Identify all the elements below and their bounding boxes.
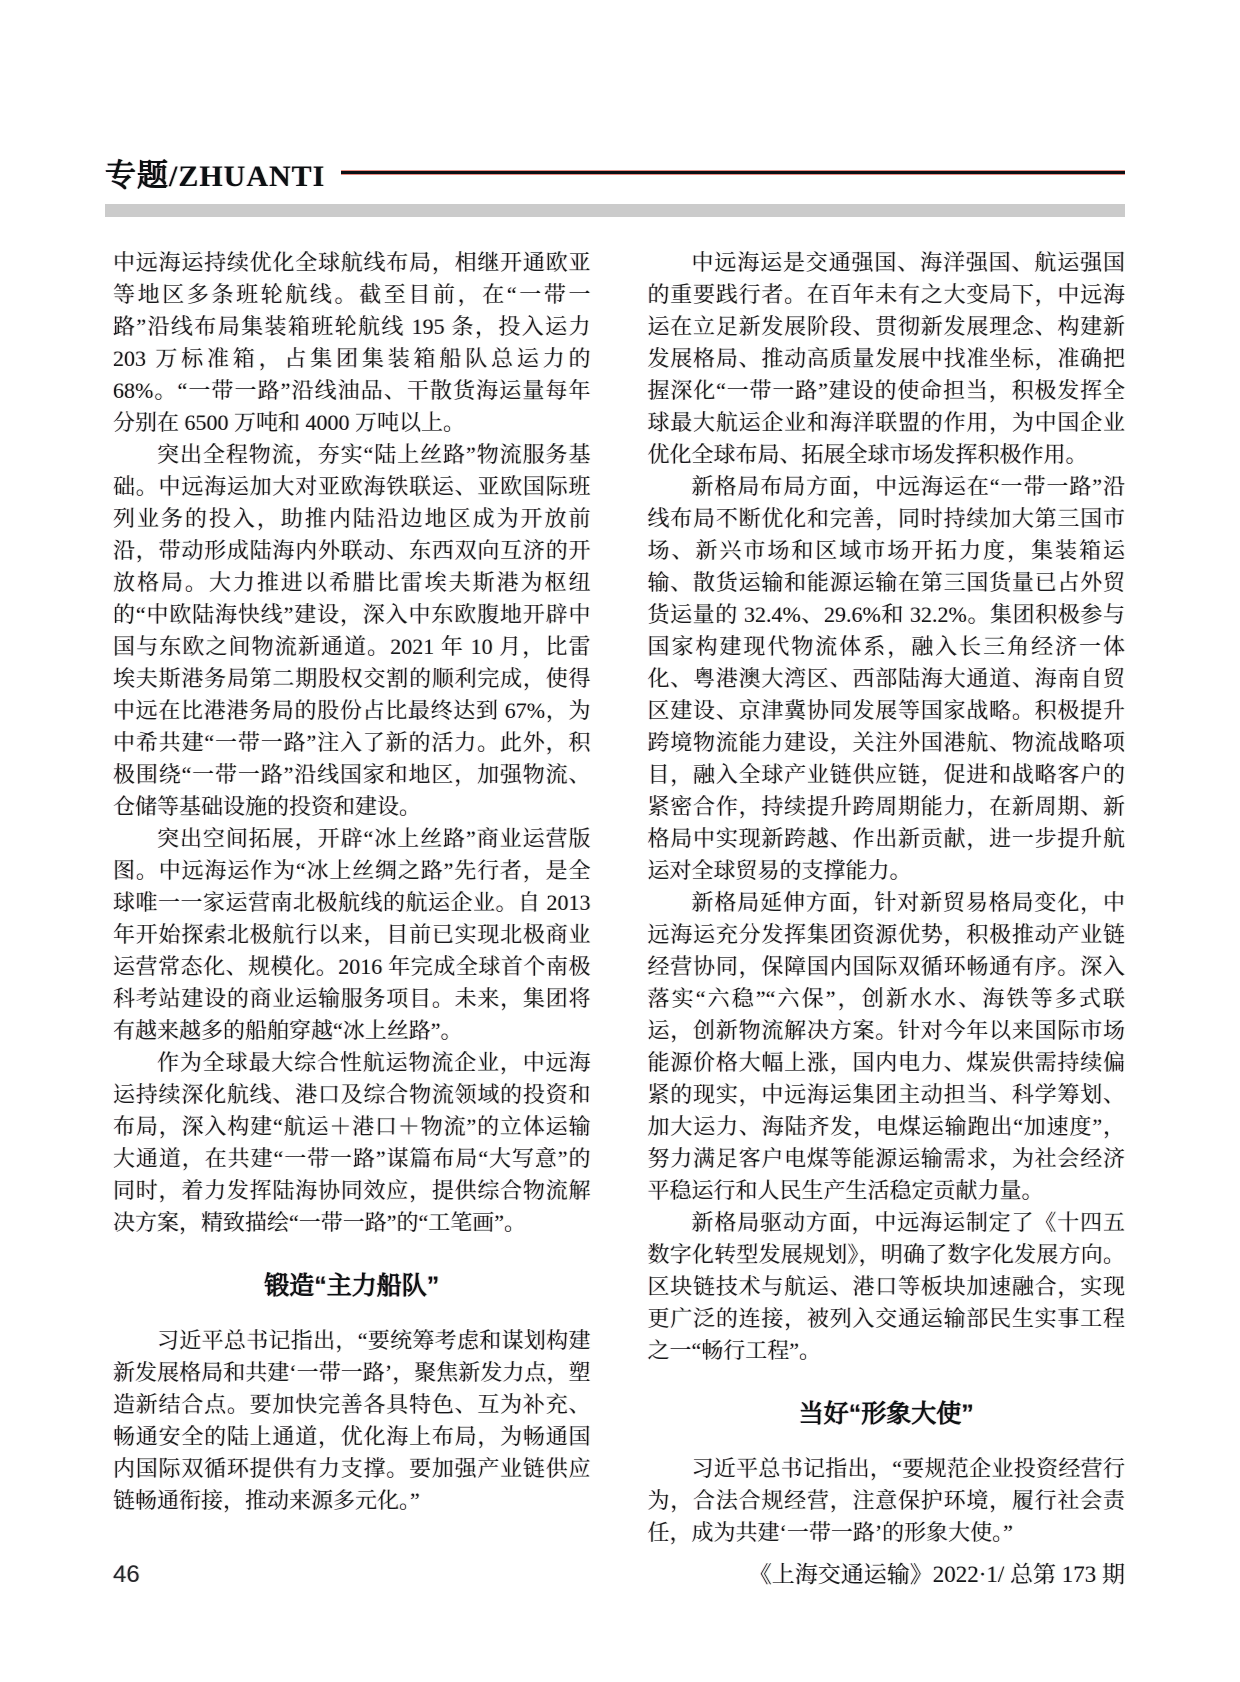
header-gray-bar xyxy=(105,204,1125,217)
paragraph: 习近平总书记指出，“要统筹考虑和谋划构建新发展格局和共建‘一带一路’，聚焦新发力点，塑造新结合点。要加快完善各具特色、互为补充、畅通安全的陆上通道，优化海上布局，为畅通国内国际双循环提供有力支撑。要加强产业链供应链畅通衔接，推动来源多元化。” xyxy=(113,1328,591,1513)
section-heading: 锻造“主力船队” xyxy=(264,1272,440,1300)
masthead-cn: 专题 xyxy=(105,158,169,193)
page-header xyxy=(105,150,1125,217)
paragraph: 习近平总书记指出，“要规范企业投资经营行为，合法合规经营，注意保护环境，履行社会责任，成为共建‘一带一路’的形象大使。” xyxy=(647,1456,1125,1545)
paragraph: 突出全程物流，夯实“陆上丝路”物流服务基础。中远海运加大对亚欧海铁联运、亚欧国际班列业务的投入，助推内陆沿边地区成为开放前沿，带动形成陆海内外联动、东西双向互济的开放格局。大力推进以希腊比雷埃夫斯港为枢纽的“中欧陆海快线”建设，深入中东欧腹地开辟中国与东欧之间物流新通道。2021 年 10 月，比雷埃夫斯港务局第二期股权交割的顺利完成，使得中远在比港港务局的股份占比最终达到 67%，为中希共建“一带一路”注入了新的活力。此外，积极围绕“一带一路”沿线国家和地区，加强物流、仓储等基础设施的投资和建设。 xyxy=(113,442,591,819)
left-column xyxy=(113,247,591,1549)
paragraph: 作为全球最大综合性航运物流企业，中远海运持续深化航线、港口及综合物流领域的投资和布局，深入构建“航运＋港口＋物流”的立体运输大通道，在共建“一带一路”谋篇布局“大写意”的同时，着力发挥陆海协同效应，提供综合物流解决方案，精致描绘“一带一路”的“工笔画”。 xyxy=(113,1050,591,1235)
paragraph: 新格局延伸方面，针对新贸易格局变化，中远海运充分发挥集团资源优势，积极推动产业链经营协同，保障国内国际双循环畅通有序。深入落实“六稳”“六保”，创新水水、海铁等多式联运，创新物流解决方案。针对今年以来国际市场能源价格大幅上涨，国内电力、煤炭供需持续偏紧的现实，中远海运集团主动担当、科学筹划、加大运力、海陆齐发，电煤运输跑出“加速度”，努力满足客户电煤等能源运输需求，为社会经济平稳运行和人民生产生活稳定贡献力量。 xyxy=(647,890,1125,1203)
paragraph: 新格局驱动方面，中远海运制定了《十四五数字化转型发展规划》，明确了数字化发展方向。区块链技术与航运、港口等板块加速融合，实现更广泛的连接，被列入交通运输部民生实事工程之一“畅行工程”。 xyxy=(647,1210,1125,1363)
masthead-en: /ZHUANTI xyxy=(169,160,326,193)
paragraph: 中远海运是交通强国、海洋强国、航运强国的重要践行者。在百年未有之大变局下，中远海运在立足新发展阶段、贯彻新发展理念、构建新发展格局、推动高质量发展中找准坐标，准确把握深化“一带一路”建设的使命担当，积极发挥全球最大航运企业和海洋联盟的作用，为中国企业优化全球布局、拓展全球市场发挥积极作用。 xyxy=(647,250,1125,467)
paragraph: 突出空间拓展，开辟“冰上丝路”商业运营版图。中远海运作为“冰上丝绸之路”先行者，是全球唯一一家运营南北极航线的航运企业。自 2013 年开始探索北极航行以来，目前已实现北极商业运营常态化、规模化。2016 年完成全球首个南极科考站建设的商业运输服务项目。未来，集团将有越来越多的船舶穿越“冰上丝路”。 xyxy=(113,826,591,1043)
paragraph: 中远海运持续优化全球航线布局，相继开通欧亚等地区多条班轮航线。截至目前，在“一带一路”沿线布局集装箱班轮航线 195 条，投入运力 203 万标准箱，占集团集装箱船队总运力的 68%。“一带一路”沿线油品、干散货海运量每年分别在 6500 万吨和 4000 万吨以上。 xyxy=(113,250,591,435)
journal-issue-info: 《上海交通运输》2022·1/ 总第 173 期 xyxy=(748,1562,1125,1587)
right-column xyxy=(648,247,1126,1549)
page-number: 46 xyxy=(113,1561,140,1588)
section-heading: 当好“形象大使” xyxy=(798,1400,974,1428)
header-rule xyxy=(341,170,1125,175)
article-body xyxy=(113,247,1125,1549)
page-footer xyxy=(113,1556,1125,1589)
paragraph: 新格局布局方面，中远海运在“一带一路”沿线布局不断优化和完善，同时持续加大第三国市场、新兴市场和区域市场开拓力度，集装箱运输、散货运输和能源运输在第三国货量已占外贸货运量的 32.4%、29.6%和 32.2%。集团积极参与国家构建现代物流体系，融入长三角经济一体化、粤港澳大湾区、西部陆海大通道、海南自贸区建设、京津冀协同发展等国家战略。积极提升跨境物流能力建设，关注外国港航、物流战略项目，融入全球产业链供应链，促进和战略客户的紧密合作，持续提升跨周期能力，在新周期、新格局中实现新跨越、作出新贡献，进一步提升航运对全球贸易的支撑能力。 xyxy=(647,474,1125,883)
section-masthead xyxy=(105,150,325,195)
